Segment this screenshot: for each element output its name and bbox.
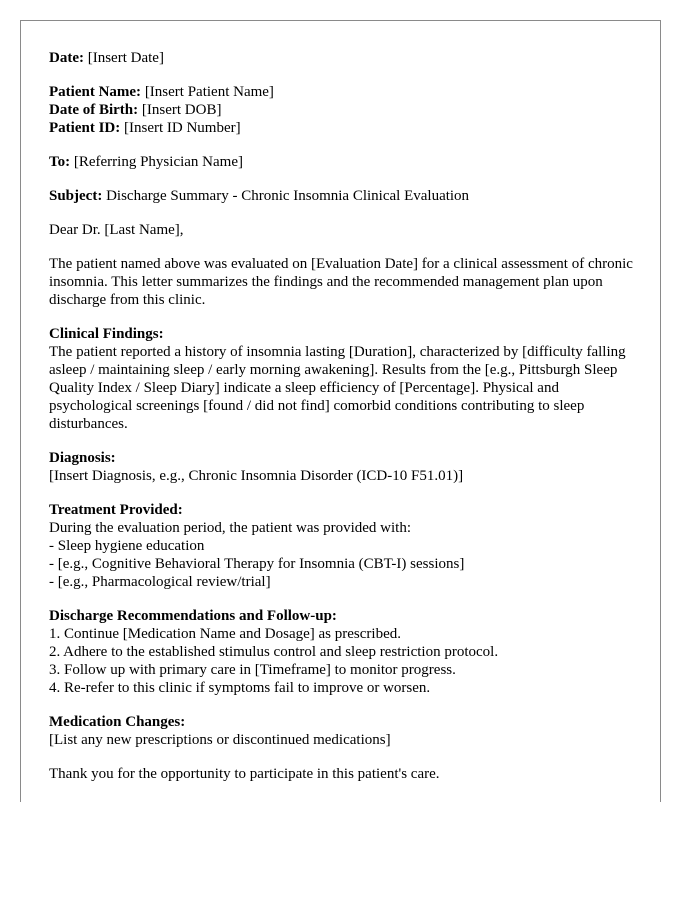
patient-id-line xyxy=(49,119,639,137)
treatment-title: Treatment Provided: xyxy=(49,502,183,518)
to-value: [Referring Physician Name] xyxy=(70,154,243,170)
recommendation-item: 1. Continue [Medication Name and Dosage] as prescribed. xyxy=(49,626,401,642)
clinical-findings-title: Clinical Findings: xyxy=(49,326,164,342)
dob-line xyxy=(49,101,639,119)
patient-name-line xyxy=(49,83,639,101)
subject-line xyxy=(49,187,639,205)
date-line xyxy=(49,49,639,67)
recommendation-item: 4. Re-refer to this clinic if symptoms fail to improve or worsen. xyxy=(49,680,431,696)
to-label: To: xyxy=(49,154,71,170)
subject-label: Subject: xyxy=(49,188,103,204)
intro-paragraph: The patient named above was evaluated on [Evaluation Date] for a clinical assessment of chronic insomnia. This letter summarizes the findings and the recommended management plan upon discharge from this clinic. xyxy=(49,256,633,308)
recommendations-title: Discharge Recommendations and Follow-up: xyxy=(49,608,337,624)
medication-changes-title: Medication Changes: xyxy=(49,714,186,730)
to-line xyxy=(49,153,639,171)
dob-value: [Insert DOB] xyxy=(138,102,222,118)
treatment-intro: During the evaluation period, the patient was provided with: xyxy=(49,520,411,536)
treatment-section xyxy=(49,501,639,591)
patient-id-label: Patient ID: xyxy=(49,120,121,136)
treatment-item: - [e.g., Cognitive Behavioral Therapy for Insomnia (CBT-I) sessions] xyxy=(49,556,465,572)
letter-content xyxy=(49,49,639,799)
clinical-findings-text: The patient reported a history of insomnia lasting [Duration], characterized by [difficulty falling asleep / maintaining sleep / early morning awakening]. Results from the [e.g., Pittsburgh Sleep Quality Index / Sleep Diary] indicate a sleep efficiency of [Percentage]. Physical and psychological screenings [found / did not find] comorbid conditions contributing to sleep disturbances. xyxy=(49,344,626,432)
treatment-item: - [e.g., Pharmacological review/trial] xyxy=(49,574,271,590)
date-value: [Insert Date] xyxy=(83,50,164,66)
medication-changes-section xyxy=(49,713,639,749)
patient-name-label: Patient Name: xyxy=(49,84,142,100)
dob-label: Date of Birth: xyxy=(49,102,139,118)
patient-info-block xyxy=(49,83,639,137)
diagnosis-section xyxy=(49,449,639,485)
clinical-findings-section xyxy=(49,325,639,433)
treatment-item: - Sleep hygiene education xyxy=(49,538,205,554)
diagnosis-text: [Insert Diagnosis, e.g., Chronic Insomnia Disorder (ICD-10 F51.01)] xyxy=(49,468,464,484)
salutation: Dear Dr. [Last Name], xyxy=(49,222,184,238)
closing-paragraph: Thank you for the opportunity to participate in this patient's care. xyxy=(49,766,440,782)
patient-name-value: [Insert Patient Name] xyxy=(141,84,274,100)
date-label: Date: xyxy=(49,50,84,66)
subject-value: Discharge Summary - Chronic Insomnia Clinical Evaluation xyxy=(102,188,470,204)
recommendation-item: 3. Follow up with primary care in [Timeframe] to monitor progress. xyxy=(49,662,456,678)
patient-id-value: [Insert ID Number] xyxy=(120,120,241,136)
letter-page xyxy=(20,20,661,802)
recommendations-section xyxy=(49,607,639,697)
recommendation-item: 2. Adhere to the established stimulus control and sleep restriction protocol. xyxy=(49,644,499,660)
medication-changes-text: [List any new prescriptions or discontinued medications] xyxy=(49,732,391,748)
diagnosis-title: Diagnosis: xyxy=(49,450,116,466)
